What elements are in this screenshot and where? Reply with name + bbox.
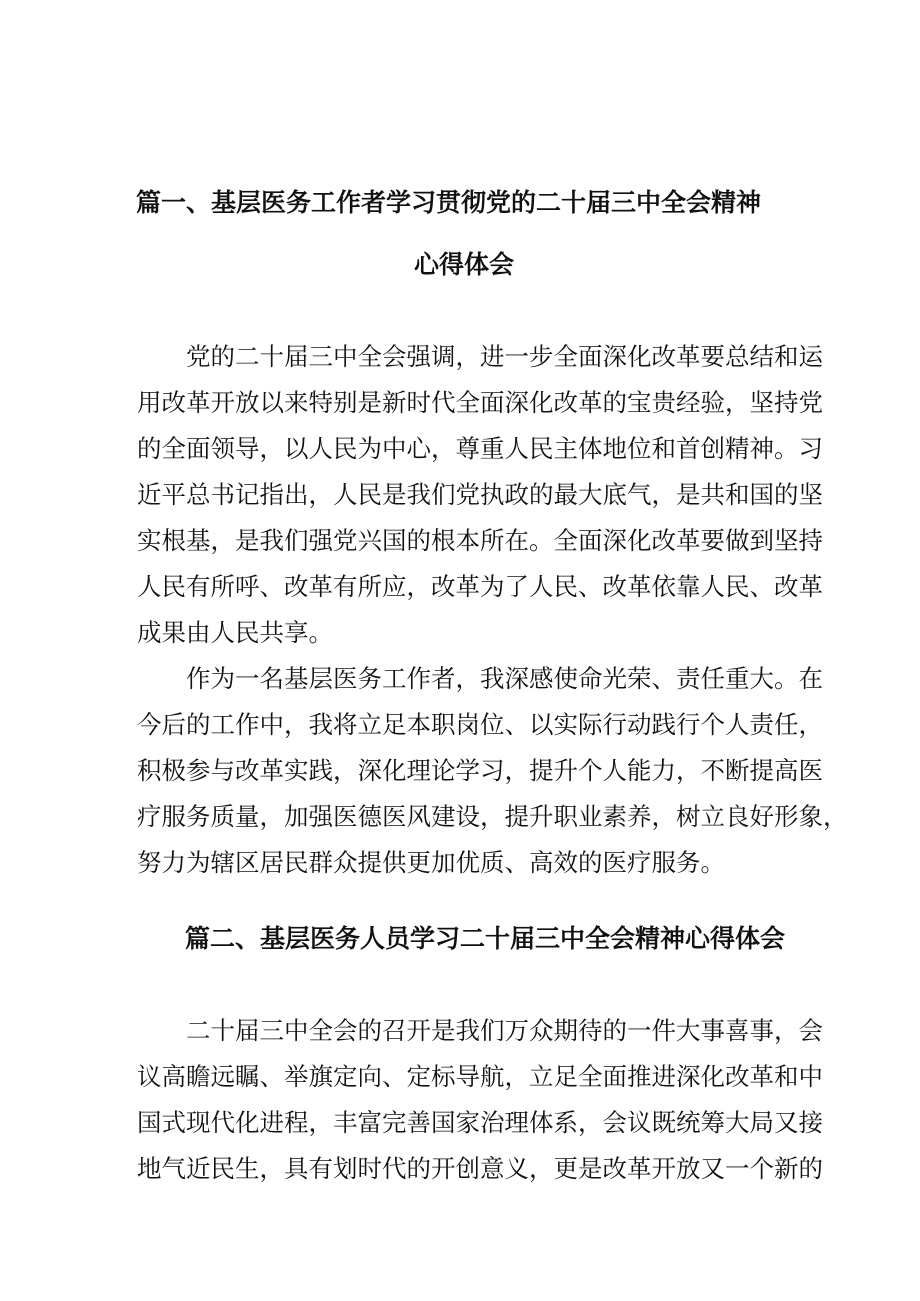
paragraph-line: 近平总书记指出，人民是我们党执政的最大底气，是共和国的坚 (137, 480, 823, 509)
paragraph-line: 人民有所呼、改革有所应，改革为了人民、改革依靠人民、改革 (137, 572, 823, 601)
paragraph-line: 议高瞻远瞩、举旗定向、定标导航，立足全面推进深化改革和中 (137, 1062, 823, 1091)
article2-title: 篇二、基层医务人员学习二十届三中全会精神心得体会 (185, 924, 786, 953)
paragraph-line: 的全面领导，以人民为中心，尊重人民主体地位和首创精神。习 (137, 434, 823, 463)
paragraph-line: 成果由人民共享。 (137, 618, 333, 647)
paragraph-line: 积极参与改革实践，深化理论学习，提升个人能力，不断提高医 (137, 756, 823, 785)
paragraph-line: 作为一名基层医务工作者，我深感使命光荣、责任重大。在 (186, 664, 823, 693)
paragraph-line: 二十届三中全会的召开是我们万众期待的一件大事喜事，会 (186, 1016, 823, 1045)
article1-title-line2: 心得体会 (414, 250, 515, 279)
paragraph-line: 国式现代化进程，丰富完善国家治理体系，会议既统筹大局又接 (137, 1108, 823, 1137)
paragraph-line: 努力为辖区居民群众提供更加优质、高效的医疗服务。 (137, 848, 725, 877)
paragraph-line: 疗服务质量，加强医德医风建设，提升职业素养，树立良好形象， (137, 802, 848, 831)
article1-title-line1: 篇一、基层医务工作者学习贯彻党的二十届三中全会精神 (136, 188, 762, 217)
paragraph-line: 党的二十届三中全会强调，进一步全面深化改革要总结和运 (186, 342, 823, 371)
paragraph-line: 地气近民生，具有划时代的开创意义，更是改革开放又一个新的 (137, 1154, 823, 1183)
paragraph-line: 今后的工作中，我将立足本职岗位、以实际行动践行个人责任， (137, 710, 823, 739)
paragraph-line: 实根基，是我们强党兴国的根本所在。全面深化改革要做到坚持 (137, 526, 823, 555)
paragraph-line: 用改革开放以来特别是新时代全面深化改革的宝贵经验，坚持党 (137, 388, 823, 417)
